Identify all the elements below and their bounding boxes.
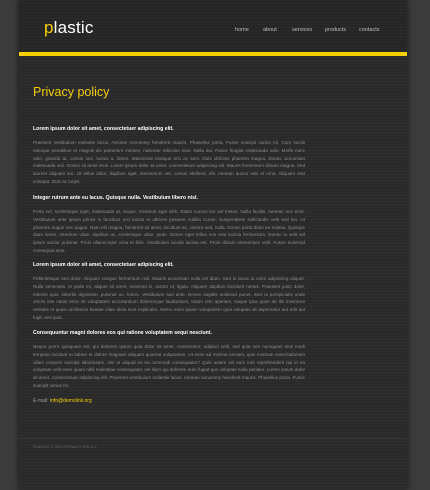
section-text: Pellentesque sed dolor. Aliquam congue fermentum nisl. Mauris accumsan nulla vel diam. Sed in lacus ut enim adipiscing aliquet. Nulla venenatis. In pede mi, aliquet sit amet, euismod in, auctor ut, ligula. Aliquam dapibus tincidunt metus. Praesent justo dolor, lobortis quis, lobortis dignissim, pulvinar ac, lorem. Vestibulum sed ante. Donec sagittis euismod purus. Sed ut perspiciatis unde omnis iste natus error sit voluptatem accusantium doloremque laudantium, totam rem aperiam, eaque ipsa quae ab illo inventore veritatis et quasi architecto beatae vitae dicta sunt explicabo. Nemo enim ipsam voluptatem quia voluptas sit aspernatur aut odit aut fugit, sed quia. [33, 276, 305, 320]
section-text: Neque porro quisquam est, qui dolorem ipsum quia dolor sit amet, consectetur, adipisci velit, sed quia non numquam eius modi tempora incidunt ut labore et dolore magnam aliquam quaerat voluptatem. Ut enim ad minima veniam, quis nostrum exercitationem ullam corporis suscipit laboriosam, nisi ut aliquid ex ea commodi consequatur? Quis autem vel eum iure reprehenderit qui in ea voluptate velit esse quam nihil molestiae consequatur, vel illum qui dolorem eum fugiat quo voluptas nulla pariatur. Lorem ipsum dolor sit amet, consectetuer adipiscing elit. Praesent vestibulum molestie lacus. Aenean nonummy hendrerit mauris. Phasellus porta. Fusce suscipit varius mi. [33, 344, 305, 388]
header-accent-bar [19, 52, 407, 56]
section-text: Porta vel, scelerisque eget, malesuada at, neque. Vivamus eget nibh. Etiam cursus leo vel metus. Nulla facilisi. Aenean nec eros. Vestibulum ante ipsum primis in faucibus orci luctus et ultrices posuere cubilia Curae; Suspendisse sollicitudin velit sed leo. Ut pharetra augue nec augue. Nam elit magna, hendrerit sit amet, tincidunt ac, viverra sed, nulla. Donec porta diam eu massa. Quisque diam lorem, interdum vitae, dapibus ac, scelerisque vitae, pede. Donec eget tellus non erat lacinia fermentum. Donec in velit vel ipsum auctor pulvinar. Proin ullamcorper urna et felis. Vestibulum iaculis lacinia est. Proin dictum elementum velit. Fusce euismod consequat ante. [33, 209, 305, 253]
nav-services[interactable]: services [292, 27, 313, 33]
section-heading: Lorem ipsum dolor sit amet, consectetuer adipiscing elit. [33, 262, 174, 268]
contact-email [33, 398, 92, 404]
policy-section-3 [33, 262, 305, 322]
main-nav [19, 27, 407, 39]
nav-contacts[interactable]: contacts [359, 27, 380, 33]
header [19, 0, 407, 52]
policy-section-1 [33, 126, 305, 186]
section-text: Praesent vestibulum molestie lacus. Aenean nonummy hendrerit mauris. Phasellus porta. Fusce suscipit varius mi. Cum sociis natoque penatibus et magnis dis parturient montes, nascetur ridiculus mus. Nulla dui. Fusce feugiat malesuada odio. Morbi nunc odio, gravida at, cursus nec, luctus a, lorem. Maecenas tristique orci ac sem. Duis ultricies pharetra magna. Donec accumsan malesuada orci. Donec sit amet eros. Lorem ipsum dolor sit amet, consectetuer adipiscing elit. Mauris fermentum dictum magna. Sed laoreet aliquam leo. Ut tellus dolor, dapibus eget, elementum vel, cursus eleifend, elit. Aenean auctor wisi et urna. Aliquam erat volutpat. Duis ac turpis. [33, 140, 305, 184]
policy-section-4 [33, 330, 305, 390]
nav-home[interactable]: home [235, 27, 249, 33]
footer-divider [19, 438, 407, 439]
logo-rest: lastic [53, 18, 94, 37]
section-heading: Lorem ipsum dolor sit amet, consectetuer adipiscing elit. [33, 126, 174, 132]
policy-section-2 [33, 195, 305, 255]
nav-products[interactable]: products [325, 27, 347, 33]
page-title: Privacy policy [33, 85, 110, 99]
page-container [19, 0, 407, 490]
email-label: E-mail: [33, 398, 49, 404]
section-heading: Integer rutrum ante eu lacus. Quisque nulla. Vestibulum libero nisl. [33, 195, 198, 201]
footer-copyright: PLASTIC © 2011 PRIVACY POLICY [33, 445, 98, 449]
logo-first-letter: p [44, 18, 54, 37]
section-heading: Consequuntur magni dolores eos qui ratione voluptatem sequi nesciunt. [33, 330, 212, 336]
nav-about[interactable]: about [263, 27, 277, 33]
email-link[interactable]: info@demolink.org [49, 398, 92, 404]
